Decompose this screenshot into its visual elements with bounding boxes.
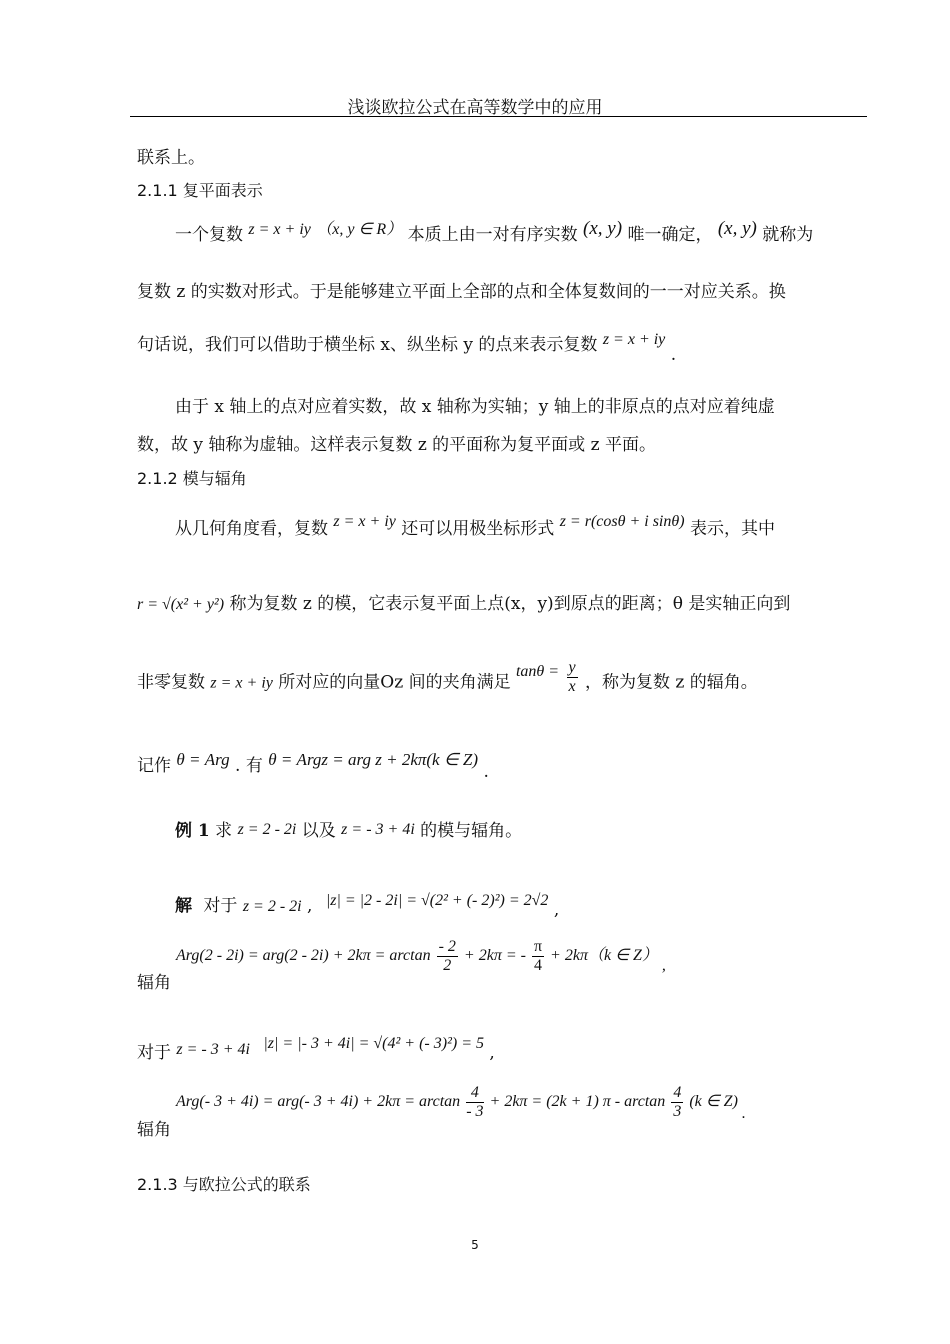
paragraph-line [137,659,758,701]
text: , [307,896,313,916]
text: 所对应的向量Oz 间的夹角满足 [278,672,511,693]
math-inline: Arg(2 - 2i) = arg(2 - 2i) + 2kπ = arctan [176,946,431,964]
fraction [466,1084,483,1120]
argument-formula [176,1084,746,1120]
text: 记作 [137,756,171,776]
text: 求 [215,821,233,841]
math-inline: + 2kπ = - [463,946,526,964]
fraction [437,938,458,974]
math-inline: (k ∈ Z) [689,1092,738,1110]
math-inline: tanθ = [515,662,560,680]
math-inline: Arg(- 3 + 4i) = arg(- 3 + 4i) + 2kπ = arctan [176,1092,461,1110]
paragraph-line [137,589,790,614]
math-inline: (x, y) [583,218,623,239]
math-inline: z = - 3 + 4i [176,1041,250,1058]
paragraph-line: 复数 z 的实数对形式。于是能够建立平面上全部的点和全体复数间的一一对应关系。换 [137,282,786,302]
paragraph-line [175,514,775,539]
solution-line [175,891,560,920]
text: 句话说，我们可以借助于横坐标 x、纵坐标 y 的点来表示复数 [137,335,598,355]
math-inline: z = r(cosθ + i sinθ) [559,513,685,530]
math-inline: （x, y ∈ R） [316,221,403,238]
text: 称为复数 z 的模，它表示复平面上点(x，y)到原点的距离；θ 是实轴正向到 [229,594,791,614]
paragraph-line [137,750,489,782]
paragraph-line: 数，故 y 轴称为虚轴。这样表示复数 z 的平面称为复平面或 z 平面。 [137,435,656,455]
solution-line [137,1035,495,1063]
fraction [671,1084,683,1120]
text: 对于 [137,1043,171,1063]
argument-label: 辐角 [137,1120,171,1140]
math-inline: θ = Argz = arg z + 2kπ(k ∈ Z) [268,750,479,769]
paragraph-line: 由于 x 轴上的点对应着实数，故 x 轴称为实轴；y 轴上的非原点的点对应着纯虚 [175,397,775,417]
text: 就称为 [762,225,814,245]
text: , [661,956,666,974]
fraction-denominator: 3 [673,1102,682,1120]
math-inline: |z| = |- 3 + 4i| = √(4² + (- 3)²) = 5 [263,1035,484,1052]
text: . [483,762,489,782]
section-heading-2-1-1: 2.1.1 复平面表示 [137,181,263,200]
page-number: 5 [471,1238,479,1252]
math-inline: + 2kπ = (2k + 1) π - arctan [489,1092,666,1110]
math-inline: z = - 3 + 4i [341,821,415,838]
paragraph-line [175,220,813,246]
math-inline: z = 2 - 2i [242,898,302,915]
math-inline: z = x + iy [210,674,273,692]
math-inline: θ = Arg [176,750,230,769]
text: 唯一确定， [627,225,713,245]
fraction [567,659,578,695]
text: . [670,345,677,365]
fraction [532,938,544,974]
math-inline: z = 2 - 2i [237,821,297,838]
fraction-numerator: - 2 [438,938,456,955]
text: 以及 [301,821,336,841]
text: 表示，其中 [689,519,775,539]
paragraph-line [137,330,677,365]
argument-label: 辐角 [137,973,171,993]
example-label: 例 1 [175,821,210,841]
text: 从几何角度看，复数 [175,519,328,539]
math-inline: |z| = |2 - 2i| = √(2² + (- 2)²) = 2√2 [325,892,549,909]
text: ，称为复数 z 的辐角。 [585,672,758,693]
section-heading-2-1-3: 2.1.3 与欧拉公式的联系 [137,1175,311,1194]
fraction-numerator: 4 [466,1084,483,1103]
fraction-denominator: x [568,677,576,695]
math-inline: r = √(x² + y²) [137,596,225,613]
fraction-numerator: 4 [673,1084,682,1101]
math-inline: + 2kπ（k ∈ Z） [550,946,658,964]
fraction-denominator: 4 [534,956,542,974]
argument-formula [176,938,666,974]
text: 的模与辐角。 [420,821,523,841]
text: 对于 [203,896,238,916]
text-line: 联系上。 [137,148,205,168]
math-inline: (x, y) [717,218,757,239]
fraction-numerator: y [568,659,576,676]
fraction-numerator: π [533,938,543,955]
text: 非零复数 [137,672,205,693]
header-rule [130,116,867,117]
solution-label: 解 [175,896,192,916]
math-inline: z = x + iy [248,221,311,238]
text: , [489,1043,495,1063]
math-inline: z = x + iy [602,331,666,348]
page-header-title: 浅谈欧拉公式在高等数学中的应用 [347,98,603,118]
text: . [741,1104,746,1122]
text: , [553,900,560,920]
text: 还可以用极坐标形式 [401,519,555,539]
text: 一个复数 [175,225,243,245]
text: 本质上由一对有序实数 [407,225,578,245]
example-line [175,816,522,841]
fraction-denominator: 2 [443,956,452,974]
math-inline: z = x + iy [333,513,396,530]
section-heading-2-1-2: 2.1.2 模与辐角 [137,469,247,488]
fraction-denominator: - 3 [466,1102,484,1120]
text: . 有 [235,756,263,776]
